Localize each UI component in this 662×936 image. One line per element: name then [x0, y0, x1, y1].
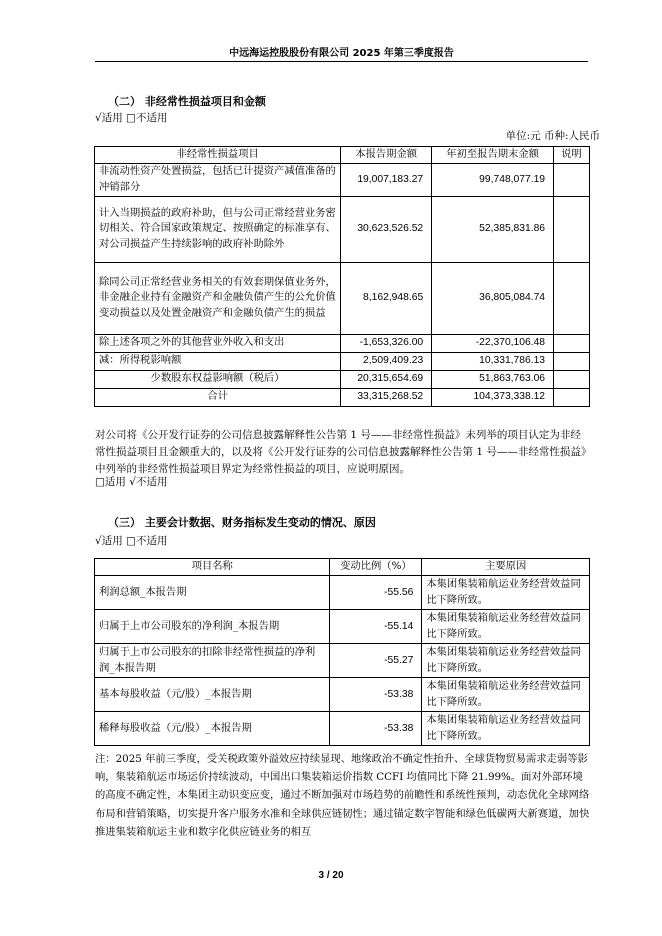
col-header-ratio: 变动比例（%） [330, 559, 422, 576]
header-divider [95, 61, 588, 62]
col-header-ytd: 年初至报告期末金额 [432, 147, 554, 164]
table-row [95, 610, 590, 644]
row-item: 基本每股收益（元/股）_本报告期 [95, 678, 330, 712]
row-ytd: 51,863,763.06 [432, 370, 554, 388]
changes-table [94, 558, 590, 746]
row-item: 归属于上市公司股东的净利润_本报告期 [95, 610, 330, 644]
section-3-title: （三） 主要会计数据、财务指标发生变动的情况、原因 [108, 516, 376, 529]
row-ratio: -55.56 [330, 576, 422, 610]
row-current: 33,315,268.52 [341, 388, 432, 406]
table-row [95, 576, 590, 610]
row-item: 除同公司正常经营业务相关的有效套期保值业务外，非金融企业持有金融资产和金融负债产生的公允价值变动损益以及处置金融资产和金融负债产生的损益 [95, 262, 341, 334]
row-ytd: 52,385,831.86 [432, 196, 554, 262]
page-header: 中远海运控股股份有限公司 2025 年第三季度报告 [229, 48, 454, 59]
row-note [554, 370, 590, 388]
table-row [95, 644, 590, 678]
col-header-current: 本报告期金额 [341, 147, 432, 164]
col-header-item: 非经常性损益项目 [95, 147, 341, 164]
section-3-note: 注：2025 年前三季度，受关税政策外溢效应持续显现、地缘政治不确定性抬升、全球货物贸易需求走弱等影响，集装箱航运市场运价持续波动，中国出口集装箱运价指数 CCFI 均值同比下降 21.99%。面对外部环境的高度不确定性，本集团主动识变应变，通过不断加强对市场趋势的前瞻性和系统性预判，动态优化全球网络布局和营销策略，切实提升客户服务水准和全球供应链韧性；通过锚定数字智能和绿色低碳两大新赛道，加快推进集装箱航运主业和数字化供应链业务的相互 [95, 753, 590, 838]
page-number: 3 / 20 [318, 870, 344, 881]
row-item: 减：所得税影响额 [95, 352, 341, 370]
row-current: -1,653,326.00 [341, 334, 432, 352]
row-note [554, 334, 590, 352]
row-item: 利润总额_本报告期 [95, 576, 330, 610]
col-header-reason: 主要原因 [422, 559, 590, 576]
col-header-item: 项目名称 [95, 559, 330, 576]
row-ytd: 10,331,786.13 [432, 352, 554, 370]
section-2-note: 对公司将《公开发行证券的公司信息披露解释性公告第 1 号——非经常性损益》未列举的项目认定为非经常性损益项目且金额重大的，以及将《公开发行证券的公司信息披露解释性公告第 1 号——非经常性损益》中列举的非经常性损益项目界定为经常性损益的项目，应说明原因。 [95, 429, 587, 475]
row-ytd: 36,805,084.74 [432, 262, 554, 334]
row-ratio: -53.38 [330, 712, 422, 746]
row-ratio: -55.27 [330, 644, 422, 678]
table-row [95, 334, 590, 352]
row-reason: 本集团集装箱航运业务经营效益同比下降所致。 [422, 712, 590, 746]
section-2-note-applicability: □适用 √不适用 [95, 476, 168, 488]
row-note [554, 388, 590, 406]
row-item: 合计 [95, 388, 341, 406]
row-reason: 本集团集装箱航运业务经营效益同比下降所致。 [422, 678, 590, 712]
row-note [554, 196, 590, 262]
row-item: 归属于上市公司股东的扣除非经常性损益的净利润_本报告期 [95, 644, 330, 678]
nonrecurring-table [94, 146, 590, 407]
row-item: 稀释每股收益（元/股）_本报告期 [95, 712, 330, 746]
table-header-row [95, 559, 590, 576]
row-note [554, 163, 590, 196]
row-item: 计入当期损益的政府补助，但与公司正常经营业务密切相关、符合国家政策规定、按照确定的标准享有、对公司损益产生持续影响的政府补助除外 [95, 196, 341, 262]
section-3-applicability: √适用 □不适用 [95, 535, 168, 547]
row-ytd: 104,373,338.12 [432, 388, 554, 406]
row-note [554, 262, 590, 334]
row-ytd: 99,748,077.19 [432, 163, 554, 196]
row-current: 20,315,654.69 [341, 370, 432, 388]
row-item: 非流动性资产处置损益，包括已计提资产减值准备的冲销部分 [95, 163, 341, 196]
row-reason: 本集团集装箱航运业务经营效益同比下降所致。 [422, 576, 590, 610]
row-item: 除上述各项之外的其他营业外收入和支出 [95, 334, 341, 352]
table-row [95, 262, 590, 334]
row-ratio: -55.14 [330, 610, 422, 644]
table-total-row [95, 388, 590, 406]
row-note [554, 352, 590, 370]
table-row [95, 678, 590, 712]
row-current: 8,162,948.65 [341, 262, 432, 334]
section-2-title: （二） 非经常性损益项目和金额 [108, 95, 266, 108]
row-reason: 本集团集装箱航运业务经营效益同比下降所致。 [422, 644, 590, 678]
table-row [95, 196, 590, 262]
section-2-applicability: √适用 □不适用 [95, 112, 168, 124]
row-current: 30,623,526.52 [341, 196, 432, 262]
row-reason: 本集团集装箱航运业务经营效益同比下降所致。 [422, 610, 590, 644]
table-row [95, 370, 590, 388]
row-current: 19,007,183.27 [341, 163, 432, 196]
col-header-note: 说明 [554, 147, 590, 164]
table-row [95, 352, 590, 370]
row-ratio: -53.38 [330, 678, 422, 712]
unit-label: 单位:元 币种:人民币 [505, 130, 600, 142]
table-row [95, 163, 590, 196]
row-ytd: -22,370,106.48 [432, 334, 554, 352]
row-item: 少数股东权益影响额（税后） [95, 370, 341, 388]
row-current: 2,509,409.23 [341, 352, 432, 370]
table-row [95, 712, 590, 746]
table-header-row [95, 147, 590, 164]
